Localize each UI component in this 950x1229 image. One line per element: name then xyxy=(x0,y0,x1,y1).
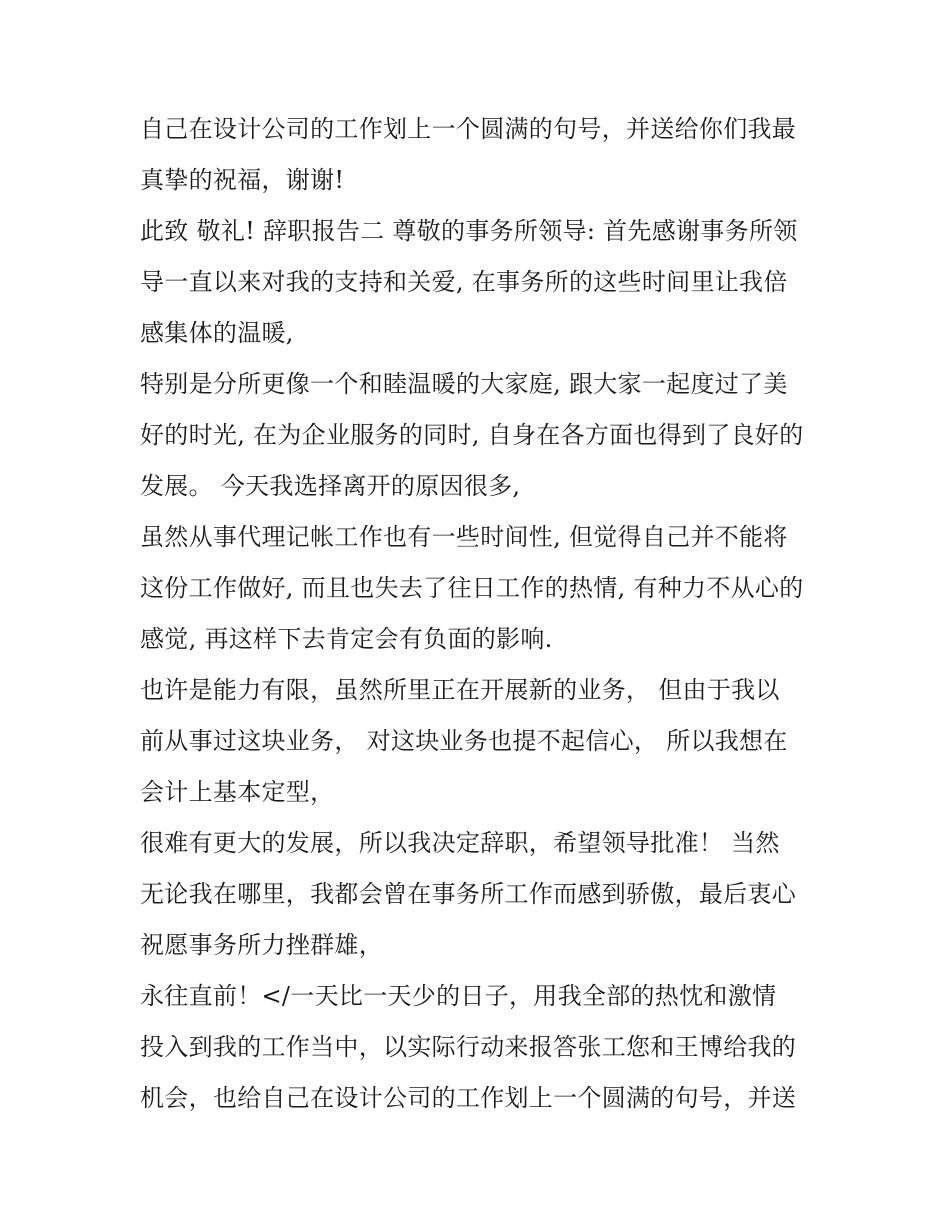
text-line: 投入到我的工作当中，以实际行动来报答张工您和王博给我的 xyxy=(140,1033,797,1061)
text-line: 也许是能力有限，虽然所里正在开展新的业务， 但由于我以 xyxy=(140,676,780,704)
text-line: 感集体的温暖, xyxy=(140,319,294,347)
text-line: 特别是分所更像一个和睦温暖的大家庭, 跟大家一起度过了美 xyxy=(140,370,788,398)
text-line: 永往直前！</一天比一天少的日子，用我全部的热忱和激情 xyxy=(140,982,777,1010)
text-line: 前从事过这块业务， 对这块业务也提不起信心， 所以我想在 xyxy=(140,727,788,755)
text-line: 祝愿事务所力挫群雄， xyxy=(140,931,383,959)
text-line: 导一直以来对我的支持和关爱, 在事务所的这些时间里让我倍 xyxy=(140,268,788,296)
text-line: 真挚的祝福，谢谢! xyxy=(140,166,345,194)
text-line: 这份工作做好, 而且也失去了往日工作的热情, 有种力不从心的 xyxy=(140,574,804,602)
body-text xyxy=(140,104,830,1124)
text-line: 此致 敬礼! 辞职报告二 尊敬的事务所领导: 首先感谢事务所领 xyxy=(140,217,798,245)
text-line: 自己在设计公司的工作划上一个圆满的句号，并送给你们我最 xyxy=(140,115,797,143)
text-line: 无论我在哪里，我都会曾在事务所工作而感到骄傲，最后衷心 xyxy=(140,880,797,908)
text-line: 机会，也给自己在设计公司的工作划上一个圆满的句号，并送 xyxy=(140,1084,797,1112)
text-line: 虽然从事代理记帐工作也有一些时间性, 但觉得自己并不能将 xyxy=(140,523,788,551)
text-line: 很难有更大的发展，所以我决定辞职，希望领导批准！ 当然 xyxy=(140,829,780,857)
text-line: 发展。 今天我选择离开的原因很多, xyxy=(140,472,521,500)
text-line: 会计上基本定型， xyxy=(140,778,335,806)
text-line: 好的时光, 在为企业服务的同时, 自身在各方面也得到了良好的 xyxy=(140,421,804,449)
text-line: 感觉, 再这样下去肯定会有负面的影响. xyxy=(140,625,553,653)
